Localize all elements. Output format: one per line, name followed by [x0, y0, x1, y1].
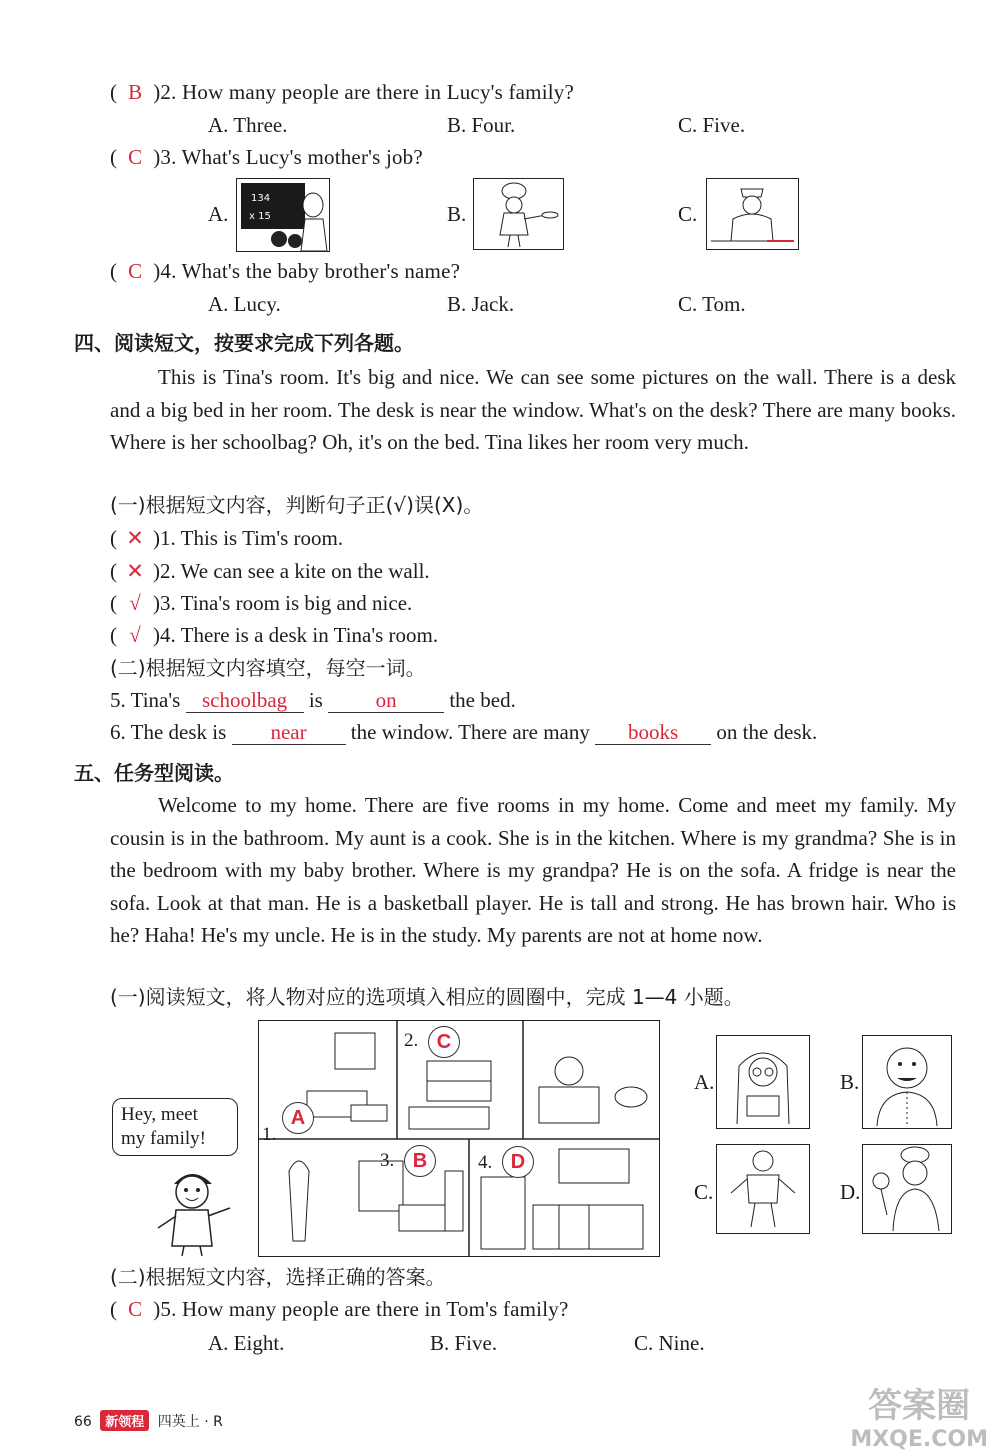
room-4-answer: D	[502, 1146, 534, 1178]
room-2-number: 2.	[404, 1030, 419, 1051]
q2-option-b: B. Four.	[447, 113, 516, 137]
answer-q3: C	[128, 145, 143, 169]
uncle-picture	[716, 1144, 810, 1234]
room-2-answer: C	[428, 1026, 460, 1058]
speech-bubble: Hey, meet my family!	[112, 1098, 238, 1156]
nurse-picture	[706, 178, 799, 250]
question-2: ( B )2. How many people are there in Lucy's family?	[110, 80, 574, 104]
fill-6-blank-1: near	[232, 721, 346, 745]
section-4-part2-title: (二)根据短文内容填空，每空一词。	[110, 656, 426, 680]
book-label: 四英上 · R	[157, 1414, 223, 1430]
house-rooms-picture	[258, 1020, 660, 1257]
tf-item-2: ( ✕ )2. We can see a kite on the wall.	[110, 559, 430, 583]
tf-mark-3: √	[129, 591, 141, 615]
section-4-part1-title: (一)根据短文内容，判断句子正(√)误(X)。	[110, 493, 484, 517]
q4-option-a: A. Lucy.	[208, 292, 281, 316]
section-4-heading: 四、阅读短文，按要求完成下列各题。	[74, 331, 414, 355]
room-1-answer: A	[282, 1102, 314, 1134]
tf-item-4: ( √ )4. There is a desk in Tina's room.	[110, 623, 439, 647]
board-text-1: 134	[251, 193, 271, 204]
room-3-answer: B	[404, 1145, 436, 1177]
fill-sentence-6: 6. The desk is near the window. There are many books on the desk.	[110, 720, 818, 744]
answer-q5: C	[128, 1297, 143, 1321]
question-2-text: 2. How many people are there in Lucy's family?	[160, 80, 574, 104]
page-footer	[74, 1410, 223, 1431]
boy-picture	[146, 1162, 238, 1258]
answer-q4: C	[128, 259, 143, 283]
room-4-number: 4.	[478, 1152, 493, 1173]
grandpa-picture	[862, 1035, 952, 1129]
tf-item-1: ( ✕ )1. This is Tim's room.	[110, 526, 344, 550]
question-5-text: 5. How many people are there in Tom's family?	[160, 1297, 569, 1321]
board-text-2: x 15	[249, 211, 271, 222]
tf-mark-2: ✕	[126, 559, 144, 583]
fill-5-blank-1: schoolbag	[186, 689, 304, 713]
question-4: ( C )4. What's the baby brother's name?	[110, 259, 461, 283]
fill-sentence-5: 5. Tina's schoolbag is on the bed.	[110, 688, 516, 712]
q5-option-b: B. Five.	[430, 1331, 498, 1355]
person-label-b: B.	[840, 1070, 860, 1094]
person-label-d: D.	[840, 1180, 861, 1204]
fill-6-blank-2: books	[595, 721, 711, 745]
q3-label-a: A.	[208, 202, 229, 226]
room-1-number: 1.	[262, 1124, 277, 1145]
section-5-part2-title: (二)根据短文内容，选择正确的答案。	[110, 1265, 446, 1289]
cook-picture	[473, 178, 564, 250]
teacher-picture	[236, 178, 330, 252]
aunt-cook-picture	[862, 1144, 952, 1234]
section-5-passage: Welcome to my home. There are five rooms in my home. Come and meet my family. My cousin is in the bathroom. My aunt is a cook. She is in the kitchen. Where is my grandma? She is in the bedroom with my baby brother. Where is my grandpa? He is on the sofa. A fridge is near the sofa. Look at that man. He is a basketball player. He is tall and strong. He has brown hair. Who is he? Haha! He's my uncle. He is in the study. My parents are not at home now.	[110, 793, 956, 948]
room-3-number: 3.	[380, 1150, 395, 1171]
q5-option-c: C. Nine.	[634, 1331, 705, 1355]
watermark: 答案圈 MXQE.COM	[850, 1386, 988, 1452]
q5-option-a: A. Eight.	[208, 1331, 285, 1355]
person-label-a: A.	[694, 1070, 715, 1094]
section-4-passage: This is Tina's room. It's big and nice. We can see some pictures on the wall. There is a desk and a big bed in her room. The desk is near the window. What's on the desk? There are many books. Where is her schoolbag? Oh, it's on the bed. Tina likes her room very much.	[110, 365, 956, 455]
tf-item-3: ( √ )3. Tina's room is big and nice.	[110, 591, 413, 615]
q4-option-c: C. Tom.	[678, 292, 746, 316]
grandma-picture	[716, 1035, 810, 1129]
section-5-heading: 五、任务型阅读。	[74, 761, 234, 785]
fill-5-blank-2: on	[328, 689, 444, 713]
answer-q2: B	[128, 80, 143, 104]
q2-option-a: A. Three.	[208, 113, 288, 137]
person-label-c: C.	[694, 1180, 714, 1204]
question-3: ( C )3. What's Lucy's mother's job?	[110, 145, 423, 169]
q3-label-c: C.	[678, 202, 698, 226]
q3-label-b: B.	[447, 202, 467, 226]
q4-option-b: B. Jack.	[447, 292, 515, 316]
page-number: 66	[74, 1414, 92, 1430]
brand-logo: 新领程	[100, 1410, 149, 1431]
question-5: ( C )5. How many people are there in Tom's family?	[110, 1297, 569, 1321]
q2-option-c: C. Five.	[678, 113, 746, 137]
question-4-text: 4. What's the baby brother's name?	[160, 259, 461, 283]
tf-mark-1: ✕	[126, 526, 144, 550]
section-5-part1-title: (一)阅读短文，将人物对应的选项填入相应的圆圈中，完成 1—4 小题。	[110, 985, 744, 1009]
tf-mark-4: √	[129, 623, 141, 647]
question-3-text: 3. What's Lucy's mother's job?	[160, 145, 423, 169]
